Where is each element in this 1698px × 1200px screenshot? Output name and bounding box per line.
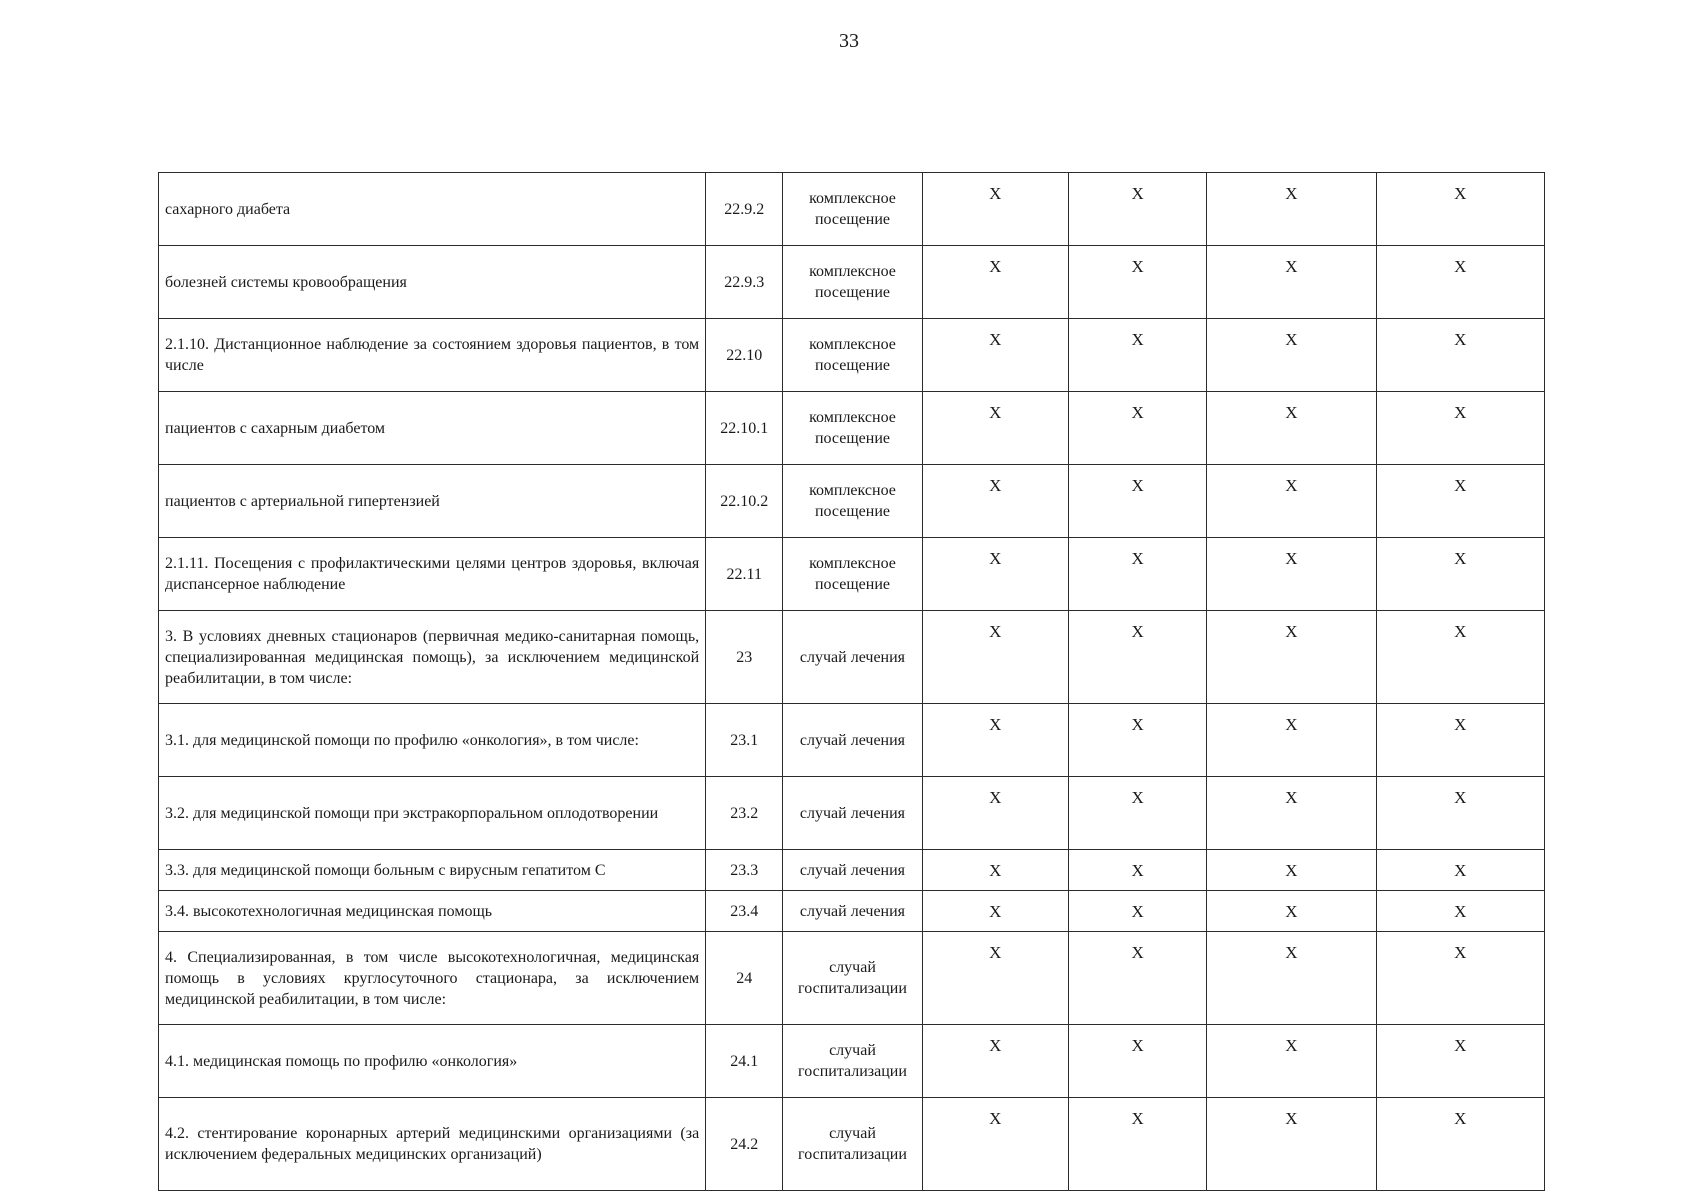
table-row: [159, 1025, 1545, 1098]
row-code: 24.1: [706, 1025, 783, 1098]
row-mark: X: [1207, 319, 1376, 392]
row-code: 23.3: [706, 850, 783, 891]
row-mark: X: [1376, 173, 1544, 246]
row-mark: X: [1376, 891, 1544, 932]
row-mark: X: [1207, 932, 1376, 1025]
row-mark: X: [922, 465, 1068, 538]
row-description: болезней системы кровообращения: [159, 246, 706, 319]
row-mark: X: [1068, 611, 1206, 704]
row-mark: X: [922, 777, 1068, 850]
page-number: 33: [839, 30, 859, 52]
row-unit: случай госпитализации: [783, 1098, 922, 1191]
row-mark: X: [1068, 538, 1206, 611]
row-mark: X: [1207, 891, 1376, 932]
row-unit: случай лечения: [783, 850, 922, 891]
row-mark: X: [1207, 611, 1376, 704]
row-mark: X: [1376, 850, 1544, 891]
data-table: [158, 172, 1545, 1191]
table-row: [159, 777, 1545, 850]
row-mark: X: [922, 1025, 1068, 1098]
row-unit: комплексное посещение: [783, 173, 922, 246]
row-unit: комплексное посещение: [783, 465, 922, 538]
row-code: 24.2: [706, 1098, 783, 1191]
row-code: 24: [706, 932, 783, 1025]
row-mark: X: [1376, 611, 1544, 704]
row-code: 22.10: [706, 319, 783, 392]
row-description: 2.1.11. Посещения с профилактическими целями центров здоровья, включая диспансерное наблюдение: [159, 538, 706, 611]
row-mark: X: [922, 891, 1068, 932]
row-mark: X: [1068, 777, 1206, 850]
row-unit: комплексное посещение: [783, 246, 922, 319]
row-mark: X: [1068, 1098, 1206, 1191]
row-mark: X: [1068, 246, 1206, 319]
row-description: 4.1. медицинская помощь по профилю «онкология»: [159, 1025, 706, 1098]
row-mark: X: [1068, 891, 1206, 932]
row-code: 22.9.2: [706, 173, 783, 246]
row-mark: X: [922, 173, 1068, 246]
row-description: 2.1.10. Дистанционное наблюдение за состоянием здоровья пациентов, в том числе: [159, 319, 706, 392]
row-mark: X: [1068, 173, 1206, 246]
table-row: [159, 246, 1545, 319]
row-unit: случай лечения: [783, 704, 922, 777]
table-row: [159, 538, 1545, 611]
row-unit: случай госпитализации: [783, 1025, 922, 1098]
row-mark: X: [1376, 319, 1544, 392]
row-mark: X: [922, 319, 1068, 392]
row-description: 3. В условиях дневных стационаров (первичная медико-санитарная помощь, специализированная медицинская помощь), за исключением медицинской реабилитации, в том числе:: [159, 611, 706, 704]
row-mark: X: [1207, 538, 1376, 611]
row-mark: X: [1068, 392, 1206, 465]
row-mark: X: [1207, 173, 1376, 246]
row-mark: X: [1068, 850, 1206, 891]
row-mark: X: [1068, 704, 1206, 777]
table-row: [159, 1098, 1545, 1191]
row-mark: X: [922, 850, 1068, 891]
row-mark: X: [922, 246, 1068, 319]
row-mark: X: [1207, 850, 1376, 891]
row-description: 3.4. высокотехнологичная медицинская помощь: [159, 891, 706, 932]
row-mark: X: [922, 1098, 1068, 1191]
row-mark: X: [1207, 246, 1376, 319]
row-code: 22.9.3: [706, 246, 783, 319]
row-unit: комплексное посещение: [783, 319, 922, 392]
table-row: [159, 465, 1545, 538]
row-mark: X: [1376, 538, 1544, 611]
row-mark: X: [1068, 1025, 1206, 1098]
row-unit: комплексное посещение: [783, 392, 922, 465]
row-code: 23.1: [706, 704, 783, 777]
row-mark: X: [1207, 1098, 1376, 1191]
row-mark: X: [1207, 465, 1376, 538]
row-code: 23.2: [706, 777, 783, 850]
row-description: 4. Специализированная, в том числе высокотехнологичная, медицинская помощь в условиях круглосуточного стационара, за исключением медицинской реабилитации, в том числе:: [159, 932, 706, 1025]
row-mark: X: [922, 704, 1068, 777]
table-row: [159, 850, 1545, 891]
row-code: 22.10.2: [706, 465, 783, 538]
row-mark: X: [1376, 777, 1544, 850]
row-mark: X: [922, 932, 1068, 1025]
row-mark: X: [1068, 319, 1206, 392]
row-code: 22.10.1: [706, 392, 783, 465]
row-description: пациентов с сахарным диабетом: [159, 392, 706, 465]
row-unit: комплексное посещение: [783, 538, 922, 611]
row-mark: X: [1376, 704, 1544, 777]
row-description: 3.2. для медицинской помощи при экстракорпоральном оплодотворении: [159, 777, 706, 850]
row-mark: X: [1376, 932, 1544, 1025]
row-description: 3.3. для медицинской помощи больным с вирусным гепатитом С: [159, 850, 706, 891]
row-mark: X: [1207, 392, 1376, 465]
row-mark: X: [1068, 465, 1206, 538]
row-unit: случай лечения: [783, 891, 922, 932]
row-mark: X: [1207, 1025, 1376, 1098]
row-unit: случай госпитализации: [783, 932, 922, 1025]
row-unit: случай лечения: [783, 777, 922, 850]
row-mark: X: [922, 538, 1068, 611]
row-code: 23.4: [706, 891, 783, 932]
table-row: [159, 704, 1545, 777]
row-mark: X: [1376, 392, 1544, 465]
row-mark: X: [1376, 1098, 1544, 1191]
row-mark: X: [1207, 704, 1376, 777]
row-code: 23: [706, 611, 783, 704]
table-row: [159, 932, 1545, 1025]
row-description: 4.2. стентирование коронарных артерий медицинскими организациями (за исключением федеральных медицинских организаций): [159, 1098, 706, 1191]
row-mark: X: [1376, 246, 1544, 319]
table-row: [159, 319, 1545, 392]
row-mark: X: [1068, 932, 1206, 1025]
table-row: [159, 611, 1545, 704]
row-code: 22.11: [706, 538, 783, 611]
row-description: пациентов с артериальной гипертензией: [159, 465, 706, 538]
row-unit: случай лечения: [783, 611, 922, 704]
row-description: 3.1. для медицинской помощи по профилю «онкология», в том числе:: [159, 704, 706, 777]
row-description: сахарного диабета: [159, 173, 706, 246]
row-mark: X: [1376, 1025, 1544, 1098]
row-mark: X: [1376, 465, 1544, 538]
row-mark: X: [922, 611, 1068, 704]
table-row: [159, 173, 1545, 246]
table-row: [159, 392, 1545, 465]
table-row: [159, 891, 1545, 932]
row-mark: X: [922, 392, 1068, 465]
row-mark: X: [1207, 777, 1376, 850]
